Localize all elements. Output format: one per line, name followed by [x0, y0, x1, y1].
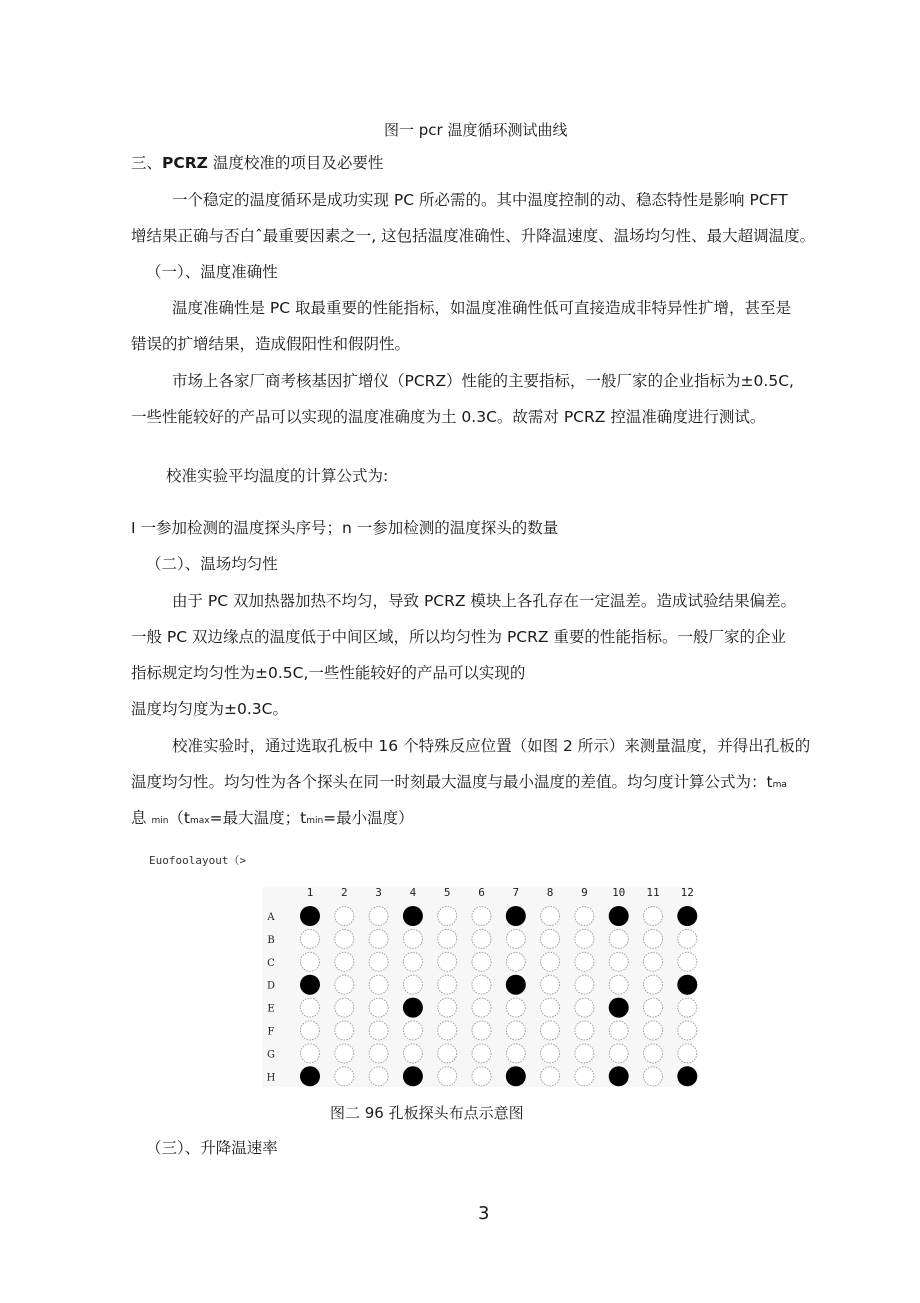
formula-part-b: （t — [168, 809, 190, 827]
sub2-p1-line1: 由于 PC 双加热器加热不均匀，导致 PCRZ 模块上各孔存在一定温差。造成试验结果偏差。 — [172, 592, 796, 610]
section3-heading-bold: PCRZ — [162, 154, 208, 172]
empty-well — [301, 929, 320, 948]
empty-well — [335, 952, 354, 971]
empty-well — [403, 1021, 422, 1040]
empty-well — [541, 1021, 560, 1040]
sub2-p1-line3: 指标规定均匀性为±0.5C,一些性能较好的产品可以实现的 — [131, 664, 526, 682]
section3-para1-line1: 一个稳定的温度循环是成功实现 PC 所必需的。其中温度控制的动、稳态特性是影响 PCFT — [172, 191, 788, 209]
section3-heading — [131, 152, 383, 174]
empty-well — [678, 952, 697, 971]
empty-well — [472, 952, 491, 971]
row-label: C — [267, 957, 275, 969]
empty-well — [609, 975, 628, 994]
empty-well — [438, 1044, 457, 1063]
empty-well — [438, 1067, 457, 1086]
empty-well — [403, 952, 422, 971]
empty-well — [644, 929, 663, 948]
row-label: A — [267, 912, 275, 923]
probe-well — [677, 975, 697, 995]
empty-well — [506, 1044, 525, 1063]
figure1-caption: 图一 pcr 温度循环测试曲线 — [384, 121, 568, 139]
probe-well — [403, 906, 423, 926]
sub2-p1-line4: 温度均匀度为±0.3C。 — [131, 700, 288, 718]
empty-well — [438, 952, 457, 971]
empty-well — [575, 1067, 594, 1086]
empty-well — [575, 907, 594, 926]
probe-well — [677, 1066, 697, 1086]
empty-well — [438, 1021, 457, 1040]
subscript-max: max — [190, 816, 210, 826]
empty-well — [472, 929, 491, 948]
empty-well — [472, 998, 491, 1017]
empty-well — [541, 1067, 560, 1086]
empty-well — [541, 975, 560, 994]
sub1-p1-line2: 错误的扩增结果，造成假阳性和假阴性。 — [131, 335, 411, 353]
empty-well — [438, 975, 457, 994]
empty-well — [575, 1021, 594, 1040]
col-label: 4 — [409, 886, 417, 899]
empty-well — [403, 929, 422, 948]
empty-well — [506, 952, 525, 971]
sub2-p1-line2: 一般 PC 双边缘点的温度低于中间区域，所以均匀性为 PCRZ 重要的性能指标。一般厂家的企业 — [131, 628, 786, 646]
empty-well — [301, 998, 320, 1017]
section3-para1-line2: 增结果正确与否白ˆ最重要因素之一, 这包括温度准确性、升降温速度、温场均匀性、最大超调温度。 — [131, 227, 816, 245]
empty-well — [506, 998, 525, 1017]
empty-well — [438, 907, 457, 926]
probe-well — [506, 975, 526, 995]
empty-well — [403, 975, 422, 994]
sub2-p2-line2 — [131, 771, 787, 796]
page-number: 3 — [478, 1203, 490, 1224]
empty-well — [335, 998, 354, 1017]
row-label: E — [267, 1003, 275, 1015]
empty-well — [335, 1067, 354, 1086]
section3-heading-rest: 温度校准的项目及必要性 — [207, 154, 384, 172]
empty-well — [506, 1021, 525, 1040]
probe-well — [403, 998, 423, 1018]
col-label: 11 — [646, 886, 660, 899]
row-label: D — [266, 980, 276, 992]
formula-note: I 一参加检测的温度探头序号；n 一参加检测的温度探头的数量 — [131, 519, 559, 537]
row-label: F — [267, 1026, 275, 1038]
uniformity-formula — [131, 807, 414, 832]
formula-part-a: 息 — [131, 809, 152, 827]
empty-well — [472, 1067, 491, 1086]
empty-well — [301, 1044, 320, 1063]
plate-svg — [262, 883, 692, 1093]
sub1-p2-line2: 一些性能较好的产品可以实现的温度准确度为土 0.3C。故需对 PCRZ 控温准确度进行测试。 — [131, 408, 766, 426]
empty-well — [472, 975, 491, 994]
plate-diagram — [262, 883, 692, 1093]
empty-well — [678, 929, 697, 948]
empty-well — [678, 1044, 697, 1063]
empty-well — [541, 907, 560, 926]
col-label: 10 — [612, 886, 626, 899]
probe-well — [609, 906, 629, 926]
empty-well — [506, 929, 525, 948]
empty-well — [575, 1044, 594, 1063]
empty-well — [575, 952, 594, 971]
sub1-heading: （一）、温度准确性 — [146, 263, 278, 281]
empty-well — [678, 1021, 697, 1040]
section3-heading-prefix: 三、 — [131, 154, 163, 172]
subscript-min: min — [151, 816, 169, 826]
empty-well — [575, 929, 594, 948]
empty-well — [644, 975, 663, 994]
empty-well — [369, 1021, 388, 1040]
empty-well — [644, 998, 663, 1017]
probe-well — [403, 1066, 423, 1086]
empty-well — [369, 952, 388, 971]
col-label: 12 — [680, 886, 694, 899]
probe-well — [300, 1066, 320, 1086]
empty-well — [335, 975, 354, 994]
empty-well — [541, 1044, 560, 1063]
probe-well — [300, 906, 320, 926]
subscript-min-2: min — [306, 816, 324, 826]
empty-well — [369, 907, 388, 926]
probe-well — [300, 975, 320, 995]
subscript-ma: ma — [772, 780, 787, 790]
figure2-caption: 图二 96 孔板探头布点示意图 — [330, 1104, 524, 1122]
probe-well — [677, 906, 697, 926]
empty-well — [335, 907, 354, 926]
empty-well — [575, 975, 594, 994]
plate-layout-label: Euofoolayout（> — [149, 854, 247, 867]
probe-well — [609, 998, 629, 1018]
empty-well — [301, 1021, 320, 1040]
row-label: H — [266, 1072, 276, 1084]
row-label: B — [267, 934, 275, 946]
sub2-p2-line2-text: 温度均匀性。均匀性为各个探头在同一时刻最大温度与最小温度的差值。均匀度计算公式为：t — [131, 773, 773, 791]
empty-well — [644, 1021, 663, 1040]
empty-well — [369, 975, 388, 994]
col-label: 8 — [546, 886, 554, 899]
empty-well — [541, 952, 560, 971]
empty-well — [369, 998, 388, 1017]
empty-well — [575, 998, 594, 1017]
sub1-p2-line1: 市场上各家厂商考核基因扩增仪（PCRZ）性能的主要指标，一般厂家的企业指标为±0.5C, — [172, 372, 794, 390]
empty-well — [369, 1067, 388, 1086]
empty-well — [644, 907, 663, 926]
sub2-p2-line1: 校准实验时，通过选取孔板中 16 个特殊反应位置（如图 2 所示）来测量温度，并得出孔板的 — [172, 737, 811, 755]
empty-well — [369, 1044, 388, 1063]
empty-well — [472, 1021, 491, 1040]
empty-well — [335, 1044, 354, 1063]
col-label: 3 — [375, 886, 382, 899]
col-label: 5 — [443, 886, 451, 899]
empty-well — [335, 929, 354, 948]
empty-well — [541, 929, 560, 948]
row-label: G — [267, 1049, 275, 1061]
col-label: 1 — [306, 886, 314, 899]
empty-well — [609, 929, 628, 948]
empty-well — [609, 1021, 628, 1040]
col-label: 9 — [581, 886, 588, 899]
empty-well — [438, 998, 457, 1017]
empty-well — [472, 907, 491, 926]
formula-part-c: =最大温度；t — [209, 809, 307, 827]
col-label: 2 — [340, 886, 348, 899]
empty-well — [438, 929, 457, 948]
empty-well — [301, 952, 320, 971]
empty-well — [541, 998, 560, 1017]
empty-well — [472, 1044, 491, 1063]
probe-well — [506, 906, 526, 926]
col-label: 6 — [478, 886, 485, 899]
empty-well — [609, 1044, 628, 1063]
empty-well — [678, 998, 697, 1017]
col-label: 7 — [512, 886, 520, 899]
sub2-heading: （二）、温场均匀性 — [146, 555, 278, 573]
empty-well — [403, 1044, 422, 1063]
formula-intro: 校准实验平均温度的计算公式为: — [166, 467, 389, 485]
formula-part-d: =最小温度） — [323, 809, 414, 827]
probe-well — [609, 1066, 629, 1086]
sub3-heading: （三）、升降温速率 — [146, 1139, 278, 1157]
empty-well — [369, 929, 388, 948]
probe-well — [506, 1066, 526, 1086]
empty-well — [644, 1067, 663, 1086]
empty-well — [335, 1021, 354, 1040]
empty-well — [644, 1044, 663, 1063]
empty-well — [644, 952, 663, 971]
empty-well — [609, 952, 628, 971]
sub1-p1-line1: 温度准确性是 PC 取最重要的性能指标，如温度准确性低可直接造成非特异性扩增，甚至是 — [172, 299, 792, 317]
